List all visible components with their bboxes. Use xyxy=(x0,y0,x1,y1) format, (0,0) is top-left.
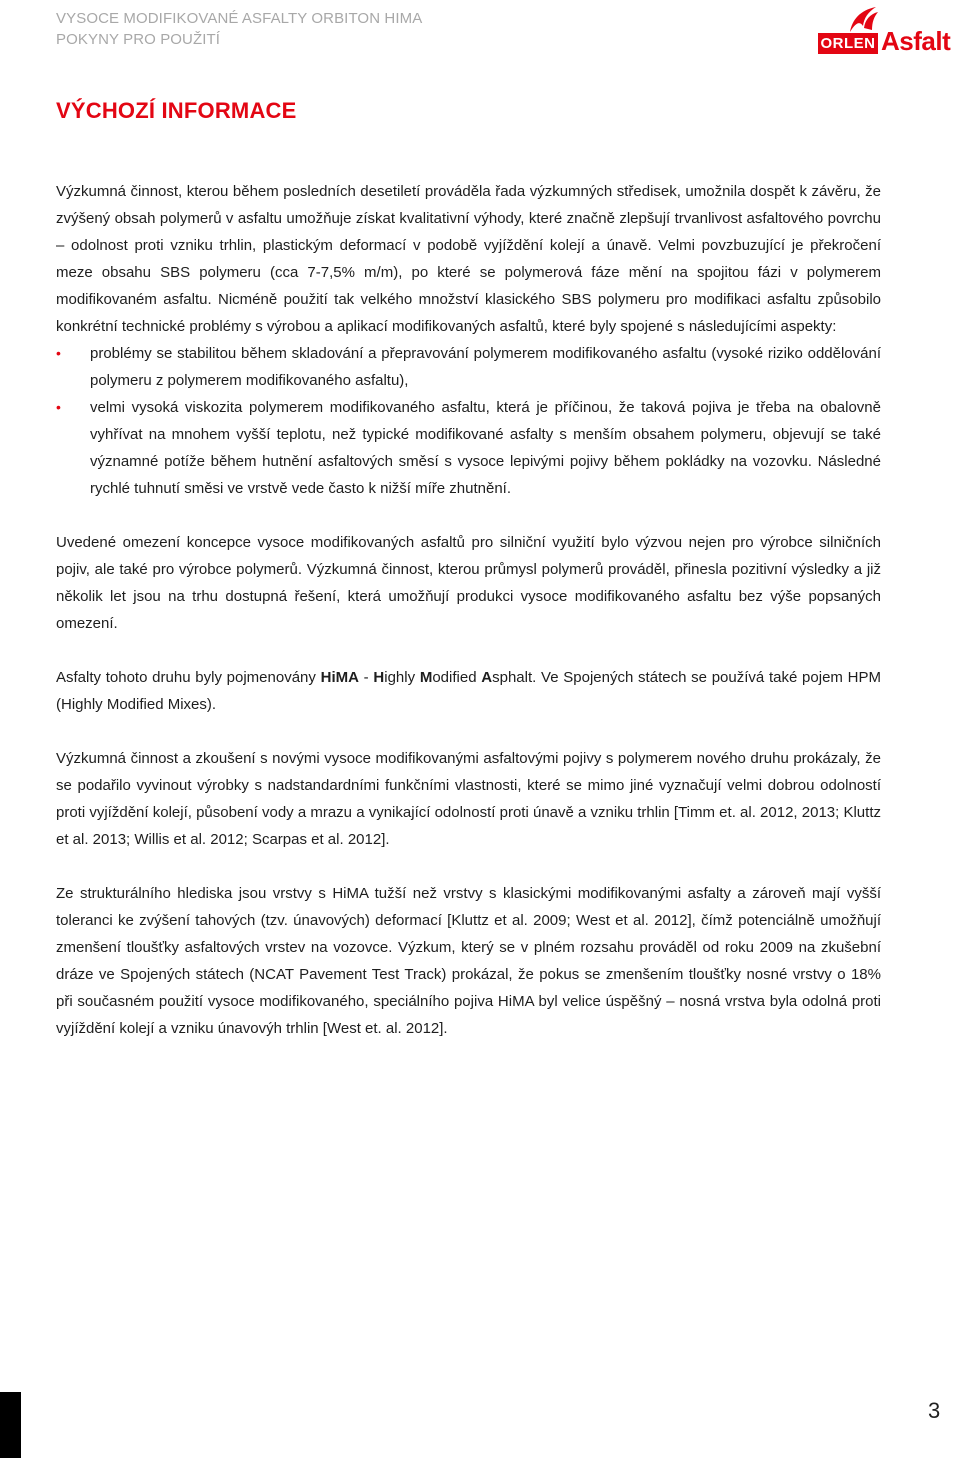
paragraph-structural: Ze strukturálního hlediska jsou vrstvy s HiMA tužší než vrstvy s klasickými modifikovanými asfalty a zároveň mají vyšší toleranci ke zvýšení tahových (tzv. únavových) deformací [Kluttz et al. 2009; West et al. 2012], čímž potenciálně umožňují zmenšení tloušťky asfaltových vrstev na vozovce. Výzkum, který se v plném rozsahu prováděl od roku 2009 na zkušební dráze ve Spojených státech (NCAT Pavement Test Track) prokázal, že pokus se zmenšením tloušťky nosné vrstvy o 18% při současném použití vysoce modifikovaného, speciálního pojiva HiMA byl velice úspěšný – nosná vrstva byla odolná proti vyjíždění kolejí a vzniku únavovýh trhlin [West et. al. 2012]. xyxy=(56,885,881,1037)
orlen-wordmark: ORLEN xyxy=(818,33,878,54)
paragraph-intro: Výzkumná činnost, kterou během posledních desetiletí prováděla řada výzkumných středisek, umožnila dospět k závěru, že zvýšený obsah polymerů v asfaltu umožňuje získat kvalitativní výhody, které značně zlepšují trvanlivost asfaltového povrchu – odolnost proti vzniku trhlin, plastickým deformací v podobě vyjíždění kolejí a únavě. Velmi povzbuzující je překročení meze obsahu SBS polymeru (cca 7-7,5% m/m), po které se polymerová fáze mění na spojitou fázi v polymerem modifikovaném asfaltu. Nicméně použití tak velkého množství klasického SBS polymeru pro modifikaci asfaltu způsobilo konkrétní technické problémy s výrobou a aplikací modifikovaných asfaltů, které byly spojené s následujícími aspekty: xyxy=(56,183,881,335)
list-item-text: velmi vysoká viskozita polymerem modifikovaného asfaltu, která je příčinou, že taková pojiva je třeba na obalovně vyhřívat na mnohem vyšší teplotu, než typické modifikované asfalty s menším obsahem polymeru, objevují se také významné potíže během hutnění asfaltových směsí s vysoce lepivými pojivy během pokládky na vozovku. Následné rychlé tuhnutí směsi ve vrstvě vede často k nižší míře zhutnění. xyxy=(90,399,881,497)
paragraph-limitations: Uvedené omezení koncepce vysoce modifikovaných asfaltů pro silniční využití bylo výzvou nejen pro výrobce silničních pojiv, ale také pro výrobce polymerů. Výzkumná činnost, kterou průmysl polymerů prováděl, přinesla pozitivní výsledky a již několik let jsou na trhu dostupná řešení, která umožňují produkci vysoce modifikovaného asfaltu bez výše popsaných omezení. xyxy=(56,534,881,632)
aspects-list xyxy=(56,340,881,502)
bullet-icon: • xyxy=(56,399,61,415)
bullet-icon: • xyxy=(56,345,61,361)
text-fragment: Asfalty tohoto druhu byly pojmenovány xyxy=(56,669,321,686)
text-fragment: - xyxy=(358,669,374,686)
text-fragment: sphalt. Ve Spojených státech se používá také pojem HPM (Highly Modified Mixes). xyxy=(56,669,881,713)
page-number: 3 xyxy=(928,1398,941,1423)
list-item-text: problémy se stabilitou během skladování a přepravování polymerem modifikovaného asfaltu (vysoké riziko oddělování polymeru z polymerem modifikovaného asfaltu), xyxy=(90,345,881,389)
hima-term: HiMA xyxy=(320,669,359,686)
body-text xyxy=(56,178,881,1069)
list-item xyxy=(56,394,881,502)
header-title: VYSOCE MODIFIKOVANÉ ASFALTY ORBITON HIMA xyxy=(56,10,423,27)
paragraph-hima-name xyxy=(56,664,881,718)
header-subtitle: POKYNY PRO POUŽITÍ xyxy=(56,31,221,48)
list-item xyxy=(56,340,881,394)
running-header xyxy=(56,8,422,50)
paragraph-research: Výzkumná činnost a zkoušení s novými vysoce modifikovanými asfaltovými pojivy s polymerem nového druhu prokázaly, že se podařilo vyvinout výrobky s nadstandardními funkčními vlastnosti, které se mimo jiné vyznačují velmi dobrou odolností proti vyjíždění kolejí, působení vody a mrazu a vynikající odolností proti únavě a vzniku trhlin [Timm et. al. 2012, 2013; Kluttz et al. 2013; Willis et al. 2012; Scarpas et al. 2012]. xyxy=(56,750,881,848)
text-fragment: ighly xyxy=(384,669,420,686)
asfalt-wordmark: Asfalt xyxy=(881,26,951,56)
section-title: VÝCHOZÍ INFORMACE xyxy=(56,98,297,123)
orlen-eagle-icon xyxy=(846,4,880,34)
orlen-asfalt-logo xyxy=(818,4,960,54)
acronym-letter: M xyxy=(419,669,433,686)
acronym-letter: A xyxy=(481,669,493,686)
footer-bar xyxy=(0,1392,21,1458)
text-fragment: odified xyxy=(432,669,482,686)
acronym-letter: H xyxy=(373,669,385,686)
